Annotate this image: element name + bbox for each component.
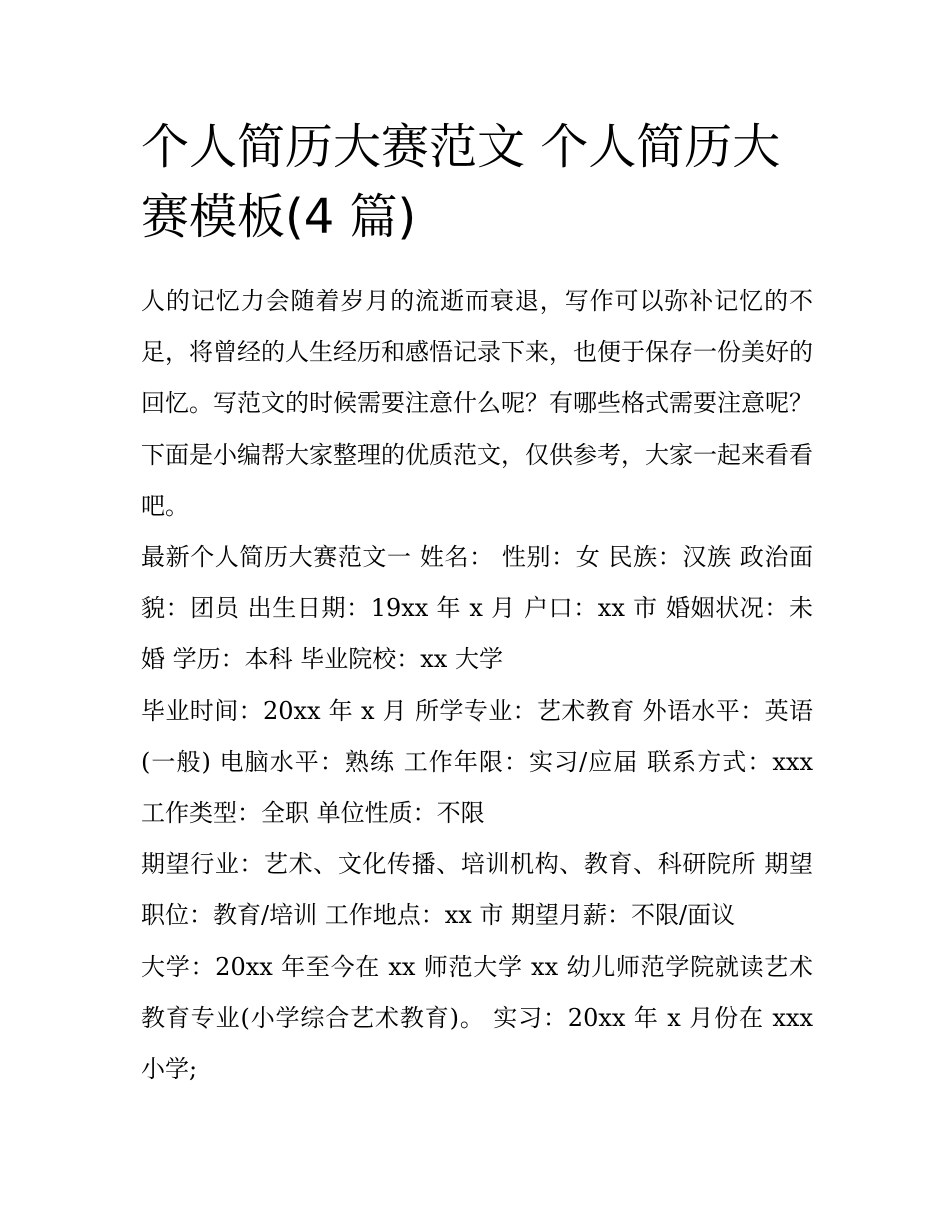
education-paragraph: 大学：20xx 年至今在 xx 师范大学 xx 幼儿师范学院就读艺术教育专业(小学综合艺术教育)。 实习：20xx 年 x 月份在 xxx 小学; bbox=[141, 952, 813, 1084]
job-expectation-paragraph: 期望行业：艺术、文化传播、培训机构、教育、科研院所 期望职位：教育/培训 工作地点：xx 市 期望月薪：不限/面议 bbox=[141, 850, 813, 930]
graduation-info-paragraph: 毕业时间：20xx 年 x 月 所学专业：艺术教育 外语水平：英语(一般) 电脑水平：熟练 工作年限：实习/应届 联系方式：xxx 工作类型：全职 单位性质：不限 bbox=[141, 696, 813, 828]
document-title: 个人简历大赛范文 个人简历大赛模板(4 篇) bbox=[141, 119, 781, 245]
basic-info-paragraph: 最新个人简历大赛范文一 姓名： 性别：女 民族：汉族 政治面貌：团员 出生日期：19xx 年 x 月 户口：xx 市 婚姻状况：未婚 学历：本科 毕业院校：xx 大学 bbox=[141, 543, 813, 674]
intro-paragraph: 人的记忆力会随着岁月的流逝而衰退，写作可以弥补记忆的不足，将曾经的人生经历和感悟记录下来，也便于保存一份美好的回忆。写范文的时候需要注意什么呢？有哪些格式需要注意呢？下面是小编帮大家整理的优质范文，仅供参考，大家一起来看看吧。 bbox=[141, 287, 813, 520]
document-body bbox=[141, 276, 813, 1095]
